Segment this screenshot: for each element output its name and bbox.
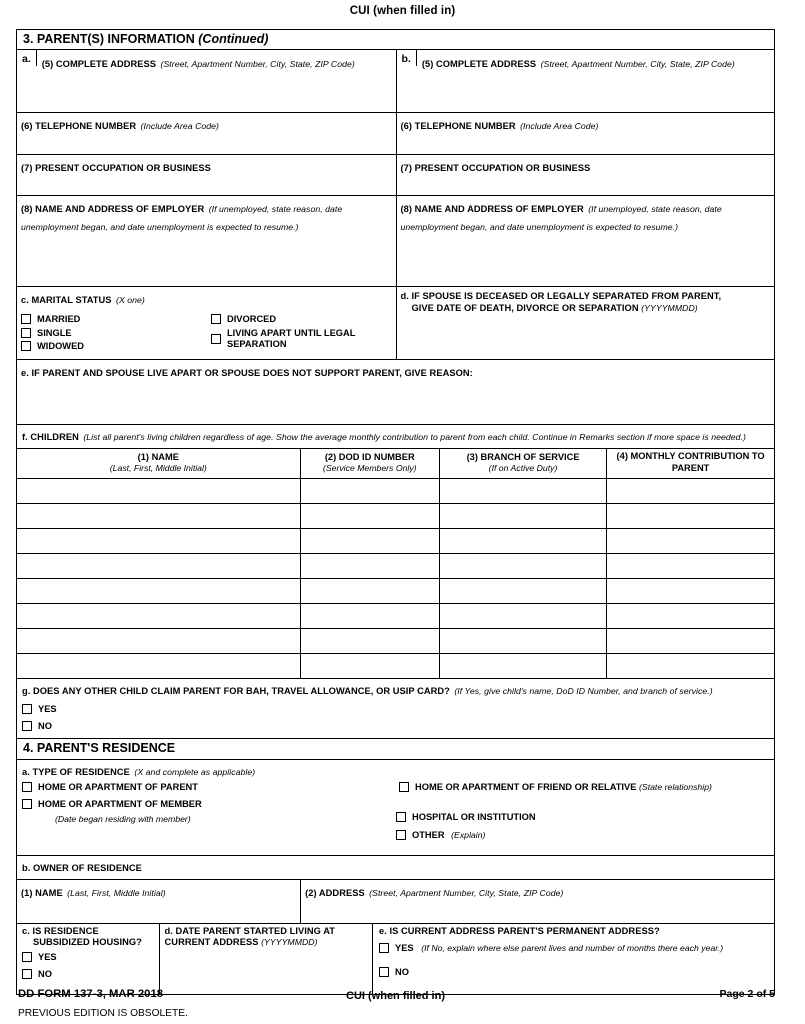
- address-note-b: (Street, Apartment Number, City, State, ZIP Code): [540, 58, 735, 69]
- children-col-contribution: [607, 449, 774, 478]
- checkbox-icon[interactable]: [396, 812, 406, 822]
- telephone-note-b: (Include Area Code): [520, 121, 599, 132]
- checkbox-label: NO: [38, 969, 52, 980]
- cell-dodid[interactable]: [300, 578, 439, 603]
- date-started-label-line2: CURRENT ADDRESS: [164, 937, 259, 948]
- occupation-cell-b[interactable]: [396, 155, 775, 195]
- section-4-number: 4.: [23, 741, 34, 756]
- cell-branch[interactable]: [439, 478, 606, 503]
- checkbox-icon[interactable]: [22, 704, 32, 714]
- checkbox-icon[interactable]: [22, 952, 32, 962]
- owner-of-residence-label: b. OWNER OF RESIDENCE: [22, 862, 142, 873]
- checkbox-label: MARRIED: [37, 313, 81, 324]
- section-3-header: [17, 30, 774, 50]
- employer-note-a: (If unemployed, state reason, date unemployment began, and date unemployment is expected to resume.): [21, 204, 343, 233]
- children-table-header-row: [17, 449, 774, 478]
- owner-name-note: (Last, First, Middle Initial): [67, 887, 166, 898]
- children-col-contribution-header: (4) MONTHLY CONTRIBUTION TO PARENT: [616, 451, 765, 473]
- children-col-name-sub: (Last, First, Middle Initial): [109, 463, 207, 474]
- checkbox-label: SINGLE: [37, 327, 72, 338]
- children-table: [17, 448, 774, 678]
- cell-branch[interactable]: [439, 503, 606, 528]
- checkbox-note: (State relationship): [639, 782, 712, 793]
- subsidized-label-line1: c. IS RESIDENCE: [22, 925, 99, 936]
- checkbox-permanent-yes[interactable]: [379, 943, 770, 954]
- cell-dodid[interactable]: [300, 603, 439, 628]
- address-row: [17, 50, 774, 113]
- owner-of-residence-cell: [17, 856, 774, 879]
- owner-address-note: (Street, Apartment Number, City, State, ZIP Code): [369, 887, 564, 898]
- cell-contribution[interactable]: [607, 653, 774, 678]
- owner-name-address-row: [17, 880, 774, 924]
- checkbox-subsidized-no[interactable]: [22, 969, 155, 980]
- checkbox-icon[interactable]: [21, 328, 31, 338]
- subsidized-label-line2: SUBSIDIZED HOUSING?: [33, 937, 142, 948]
- checkbox-note: (Explain): [451, 829, 486, 840]
- subsidized-housing-cell: [17, 924, 159, 994]
- telephone-cell-a[interactable]: [17, 113, 396, 154]
- marker-b: b.: [397, 50, 417, 66]
- employer-row: [17, 196, 774, 287]
- children-col-branch-header: (3) BRANCH OF SERVICE: [466, 451, 580, 462]
- checkbox-icon[interactable]: [396, 830, 406, 840]
- spouse-date-cell[interactable]: [396, 287, 775, 359]
- table-row[interactable]: [17, 478, 774, 503]
- checkbox-icon[interactable]: [379, 943, 389, 953]
- checkbox-label: HOME OR APARTMENT OF MEMBER: [38, 799, 202, 810]
- checkbox-icon[interactable]: [22, 721, 32, 731]
- cell-dodid[interactable]: [300, 478, 439, 503]
- cell-name[interactable]: [17, 603, 300, 628]
- owner-name-cell[interactable]: [17, 880, 300, 923]
- owner-name-label: (1) NAME: [21, 887, 63, 898]
- section-4-title: PARENT'S RESIDENCE: [36, 741, 176, 756]
- children-col-branch-sub: (If on Active Duty): [488, 463, 558, 474]
- spouse-date-label-line1: d. IF SPOUSE IS DECEASED OR LEGALLY SEPARATED FROM PARENT,: [400, 291, 722, 302]
- other-child-claim-cell: [17, 679, 774, 739]
- table-row[interactable]: [17, 628, 774, 653]
- checkbox-label: YES: [38, 952, 57, 962]
- checkbox-icon[interactable]: [21, 341, 31, 351]
- cell-contribution[interactable]: [607, 478, 774, 503]
- table-row[interactable]: [17, 503, 774, 528]
- children-note: (List all parent's living children regardless of age. Show the average monthly contribution to parent from each child. Continue in Remarks section if more space is needed.): [83, 432, 746, 443]
- marital-status-row: [17, 287, 774, 360]
- table-row[interactable]: [17, 603, 774, 628]
- page-number: Page 2 of 5: [719, 988, 775, 1000]
- employer-label-b: (8) NAME AND ADDRESS OF EMPLOYER: [400, 204, 584, 215]
- spouse-date-note: (YYYYMMDD): [641, 302, 698, 313]
- address-cell-b[interactable]: [396, 50, 775, 112]
- section-3-title: PARENT(S) INFORMATION: [36, 32, 195, 46]
- cell-name[interactable]: [17, 653, 300, 678]
- marital-status-cell: [17, 287, 396, 359]
- checkbox-icon[interactable]: [211, 334, 221, 344]
- address-label-a: (5) COMPLETE ADDRESS: [41, 58, 157, 69]
- cell-branch[interactable]: [439, 628, 606, 653]
- cui-banner-top: CUI (when filled in): [349, 5, 456, 17]
- checkbox-icon[interactable]: [22, 969, 32, 979]
- checkbox-icon[interactable]: [211, 314, 221, 324]
- checkbox-label: NO: [38, 720, 52, 731]
- occupation-row: [17, 155, 774, 196]
- children-table-body: [17, 478, 774, 678]
- owner-address-label: (2) ADDRESS: [305, 887, 365, 898]
- checkbox-married[interactable]: [21, 314, 211, 325]
- cell-name[interactable]: [17, 503, 300, 528]
- checkbox-label: NO: [395, 966, 409, 977]
- section-3-number: 3.: [23, 32, 34, 46]
- cell-name[interactable]: [17, 628, 300, 653]
- checkbox-home-of-parent[interactable]: [22, 782, 402, 793]
- cell-dodid[interactable]: [300, 528, 439, 553]
- address-label-b: (5) COMPLETE ADDRESS: [421, 58, 537, 69]
- children-col-dodid: [300, 449, 439, 478]
- employer-label-a: (8) NAME AND ADDRESS OF EMPLOYER: [21, 204, 205, 215]
- checkbox-label: LIVING APART UNTIL LEGAL SEPARATION: [227, 327, 356, 349]
- checkbox-permanent-no[interactable]: [379, 967, 770, 978]
- marker-a: a.: [17, 50, 37, 66]
- cell-branch[interactable]: [439, 553, 606, 578]
- children-col-dodid-header: (2) DOD ID NUMBER: [324, 451, 415, 462]
- address-cell-a[interactable]: [17, 50, 396, 112]
- children-col-dodid-sub: (Service Members Only): [322, 463, 417, 474]
- checkbox-icon[interactable]: [22, 782, 32, 792]
- cell-name[interactable]: [17, 528, 300, 553]
- permanent-address-cell: [372, 924, 774, 994]
- table-row[interactable]: [17, 653, 774, 678]
- telephone-row: [17, 113, 774, 155]
- children-label-row: [17, 425, 774, 448]
- date-started-note: (YYYYMMDD): [261, 937, 318, 948]
- cell-contribution[interactable]: [607, 503, 774, 528]
- form-id: DD FORM 137-3, MAR 2018: [18, 988, 164, 1000]
- children-col-name-header: (1) NAME: [137, 451, 179, 462]
- checkbox-other-child-yes[interactable]: [22, 704, 769, 715]
- cell-branch[interactable]: [439, 603, 606, 628]
- checkbox-icon[interactable]: [21, 314, 31, 324]
- employer-cell-b[interactable]: [396, 196, 775, 286]
- checkbox-icon[interactable]: [379, 967, 389, 977]
- checkbox-label: HOME OR APARTMENT OF PARENT: [38, 782, 198, 793]
- type-of-residence-note: (X and complete as applicable): [134, 766, 256, 777]
- form-footer: [16, 988, 775, 1019]
- live-apart-label: e. IF PARENT AND SPOUSE LIVE APART OR SPOUSE DOES NOT SUPPORT PARENT, GIVE REASON:: [21, 368, 473, 379]
- marital-status-label: c. MARITAL STATUS: [21, 295, 112, 306]
- checkbox-label: DIVORCED: [227, 313, 277, 324]
- table-row[interactable]: [17, 528, 774, 553]
- cell-dodid[interactable]: [300, 503, 439, 528]
- table-row[interactable]: [17, 553, 774, 578]
- owner-of-residence-row: [17, 856, 774, 880]
- children-col-branch: [439, 449, 606, 478]
- checkbox-icon[interactable]: [399, 782, 409, 792]
- children-label-cell: [17, 425, 774, 448]
- permanent-address-label: e. IS CURRENT ADDRESS PARENT'S PERMANENT ADDRESS?: [379, 925, 660, 936]
- type-of-residence-row: [17, 760, 774, 856]
- cell-branch[interactable]: [439, 578, 606, 603]
- checkbox-hospital-institution[interactable]: [396, 812, 769, 823]
- cell-contribution[interactable]: [607, 528, 774, 553]
- checkbox-widowed[interactable]: [21, 341, 211, 352]
- telephone-label-b: (6) TELEPHONE NUMBER: [400, 121, 516, 132]
- cell-contribution[interactable]: [607, 628, 774, 653]
- live-apart-cell[interactable]: [17, 360, 774, 424]
- checkbox-label: HOSPITAL OR INSTITUTION: [412, 812, 536, 823]
- date-started-living-cell[interactable]: [159, 924, 372, 994]
- checkbox-subsidized-yes[interactable]: [22, 952, 155, 963]
- residence-details-row: [17, 924, 774, 995]
- occupation-label-b: (7) PRESENT OCCUPATION OR BUSINESS: [400, 163, 591, 174]
- checkbox-single[interactable]: [21, 328, 211, 339]
- cell-dodid[interactable]: [300, 628, 439, 653]
- permanent-address-yes-note: (If No, explain where else parent lives and number of months there each year.): [421, 943, 724, 954]
- checkbox-label: YES: [38, 703, 57, 714]
- cell-dodid[interactable]: [300, 653, 439, 678]
- type-of-residence-label: a. TYPE OF RESIDENCE: [22, 766, 130, 777]
- checkbox-living-apart[interactable]: [211, 328, 381, 350]
- date-started-label-line1: d. DATE PARENT STARTED LIVING AT: [164, 925, 336, 936]
- cell-name[interactable]: [17, 478, 300, 503]
- checkbox-label: HOME OR APARTMENT OF FRIEND OR RELATIVE: [415, 782, 637, 793]
- marital-status-note: (X one): [116, 295, 145, 306]
- cui-banner-bottom: CUI (when filled in): [346, 990, 445, 1002]
- employer-note-b: (If unemployed, state reason, date unemployment began, and date unemployment is expected to resume.): [400, 204, 722, 233]
- checkbox-home-of-member[interactable]: [22, 799, 402, 810]
- telephone-note-a: (Include Area Code): [140, 121, 219, 132]
- checkbox-other-residence[interactable]: [396, 830, 769, 841]
- checkbox-other-child-no[interactable]: [22, 721, 769, 732]
- cell-name[interactable]: [17, 578, 300, 603]
- occupation-cell-a[interactable]: [17, 155, 396, 195]
- employer-cell-a[interactable]: [17, 196, 396, 286]
- children-label: f. CHILDREN: [22, 432, 79, 443]
- checkbox-label: OTHER: [412, 829, 445, 840]
- checkbox-icon[interactable]: [22, 799, 32, 809]
- spouse-date-label-line2: GIVE DATE OF DEATH, DIVORCE OR SEPARATION: [411, 302, 639, 313]
- owner-address-cell[interactable]: [300, 880, 774, 923]
- section-3-title-note: (Continued): [198, 32, 269, 46]
- occupation-label-a: (7) PRESENT OCCUPATION OR BUSINESS: [21, 163, 211, 174]
- cell-branch[interactable]: [439, 653, 606, 678]
- cell-contribution[interactable]: [607, 553, 774, 578]
- cell-name[interactable]: [17, 553, 300, 578]
- other-child-claim-row: [17, 679, 774, 740]
- address-note-a: (Street, Apartment Number, City, State, ZIP Code): [160, 58, 355, 69]
- cell-branch[interactable]: [439, 528, 606, 553]
- form-body: [16, 29, 775, 995]
- type-of-residence-cell: [17, 760, 774, 855]
- telephone-cell-b[interactable]: [396, 113, 775, 154]
- date-began-residing-note: (Date began residing with member): [55, 813, 191, 824]
- other-child-claim-label: g. DOES ANY OTHER CHILD CLAIM PARENT FOR BAH, TRAVEL ALLOWANCE, OR USIP CARD?: [22, 685, 450, 696]
- cell-contribution[interactable]: [607, 578, 774, 603]
- cell-dodid[interactable]: [300, 553, 439, 578]
- checkbox-label: YES: [395, 943, 414, 954]
- other-child-claim-note: (If Yes, give child's name, DoD ID Number, and branch of service.): [454, 685, 713, 696]
- table-row[interactable]: [17, 578, 774, 603]
- children-col-name: [17, 449, 300, 478]
- checkbox-divorced[interactable]: [211, 314, 381, 325]
- live-apart-row: [17, 360, 774, 425]
- cell-contribution[interactable]: [607, 603, 774, 628]
- telephone-label-a: (6) TELEPHONE NUMBER: [21, 121, 137, 132]
- previous-edition-note: PREVIOUS EDITION IS OBSOLETE.: [18, 1008, 188, 1019]
- section-4-header: [17, 739, 774, 759]
- checkbox-label: WIDOWED: [37, 341, 84, 352]
- checkbox-home-of-friend[interactable]: [399, 782, 769, 793]
